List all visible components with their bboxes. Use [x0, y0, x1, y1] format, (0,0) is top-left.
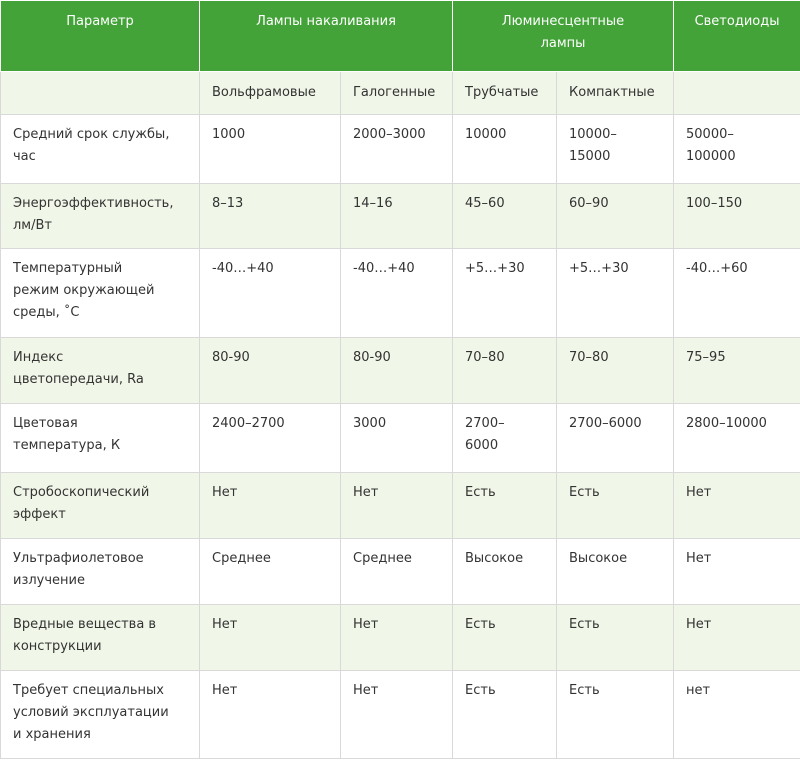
table-row — [1, 473, 800, 539]
cell-halogen: 2000–3000 — [341, 115, 453, 184]
cell-halogen: 80-90 — [341, 338, 453, 404]
table-row — [1, 338, 800, 404]
table-row — [1, 671, 800, 759]
subheader-tungsten: Вольфрамовые — [200, 72, 341, 115]
cell-tubular: Есть — [453, 605, 557, 671]
cell-halogen: Нет — [341, 605, 453, 671]
cell-tungsten: 80-90 — [200, 338, 341, 404]
cell-tubular: Есть — [453, 473, 557, 539]
cell-led: Нет — [674, 473, 800, 539]
cell-led: 50000– 100000 — [674, 115, 800, 184]
cell-halogen: 14–16 — [341, 184, 453, 249]
subheader-empty — [674, 72, 800, 115]
cell-led: нет — [674, 671, 800, 759]
table-row — [1, 404, 800, 473]
cell-tungsten: Нет — [200, 605, 341, 671]
table-row — [1, 184, 800, 249]
cell-led: -40…+60 — [674, 249, 800, 338]
cell-compact: +5…+30 — [557, 249, 674, 338]
cell-tungsten: Нет — [200, 473, 341, 539]
cell-led: Нет — [674, 539, 800, 605]
cell-tungsten: 2400–2700 — [200, 404, 341, 473]
cell-halogen: Среднее — [341, 539, 453, 605]
cell-tubular: 10000 — [453, 115, 557, 184]
table-row — [1, 539, 800, 605]
cell-compact: 2700–6000 — [557, 404, 674, 473]
cell-tungsten: Нет — [200, 671, 341, 759]
table-subheader-row — [1, 72, 800, 115]
cell-compact: 70–80 — [557, 338, 674, 404]
cell-led: 75–95 — [674, 338, 800, 404]
subheader-empty — [1, 72, 200, 115]
cell-led: 2800–10000 — [674, 404, 800, 473]
cell-halogen: -40…+40 — [341, 249, 453, 338]
subheader-tubular: Трубчатые — [453, 72, 557, 115]
header-fluorescent: Люминесцентные лампы — [453, 1, 674, 72]
cell-halogen: Нет — [341, 671, 453, 759]
row-parameter: Ультрафиолетовое излучение — [1, 539, 200, 605]
row-parameter: Стробоскопический эффект — [1, 473, 200, 539]
table-row — [1, 115, 800, 184]
cell-halogen: Нет — [341, 473, 453, 539]
row-parameter: Средний срок службы, час — [1, 115, 200, 184]
cell-tubular: 45–60 — [453, 184, 557, 249]
cell-tungsten: Среднее — [200, 539, 341, 605]
row-parameter: Требует специальных условий эксплуатации и хранения — [1, 671, 200, 759]
cell-led: 100–150 — [674, 184, 800, 249]
row-parameter: Вредные вещества в конструкции — [1, 605, 200, 671]
cell-compact: Есть — [557, 605, 674, 671]
table-header-row — [1, 1, 800, 72]
table-row — [1, 249, 800, 338]
cell-led: Нет — [674, 605, 800, 671]
cell-compact: 60–90 — [557, 184, 674, 249]
row-parameter: Температурный режим окружающей среды, ˚С — [1, 249, 200, 338]
cell-tungsten: -40…+40 — [200, 249, 341, 338]
row-parameter: Цветовая температура, К — [1, 404, 200, 473]
cell-tubular: 70–80 — [453, 338, 557, 404]
cell-compact: Есть — [557, 473, 674, 539]
header-incandescent: Лампы накаливания — [200, 1, 453, 72]
cell-compact: 10000– 15000 — [557, 115, 674, 184]
cell-tubular: Высокое — [453, 539, 557, 605]
header-parameter: Параметр — [1, 1, 200, 72]
row-parameter: Энергоэффективность, лм/Вт — [1, 184, 200, 249]
cell-tungsten: 1000 — [200, 115, 341, 184]
subheader-compact: Компактные — [557, 72, 674, 115]
cell-compact: Высокое — [557, 539, 674, 605]
cell-tubular: +5…+30 — [453, 249, 557, 338]
header-led: Светодиоды — [674, 1, 800, 72]
cell-compact: Есть — [557, 671, 674, 759]
cell-tubular: Есть — [453, 671, 557, 759]
row-parameter: Индекс цветопередачи, Ra — [1, 338, 200, 404]
cell-halogen: 3000 — [341, 404, 453, 473]
subheader-halogen: Галогенные — [341, 72, 453, 115]
cell-tubular: 2700– 6000 — [453, 404, 557, 473]
cell-tungsten: 8–13 — [200, 184, 341, 249]
table-row — [1, 605, 800, 671]
